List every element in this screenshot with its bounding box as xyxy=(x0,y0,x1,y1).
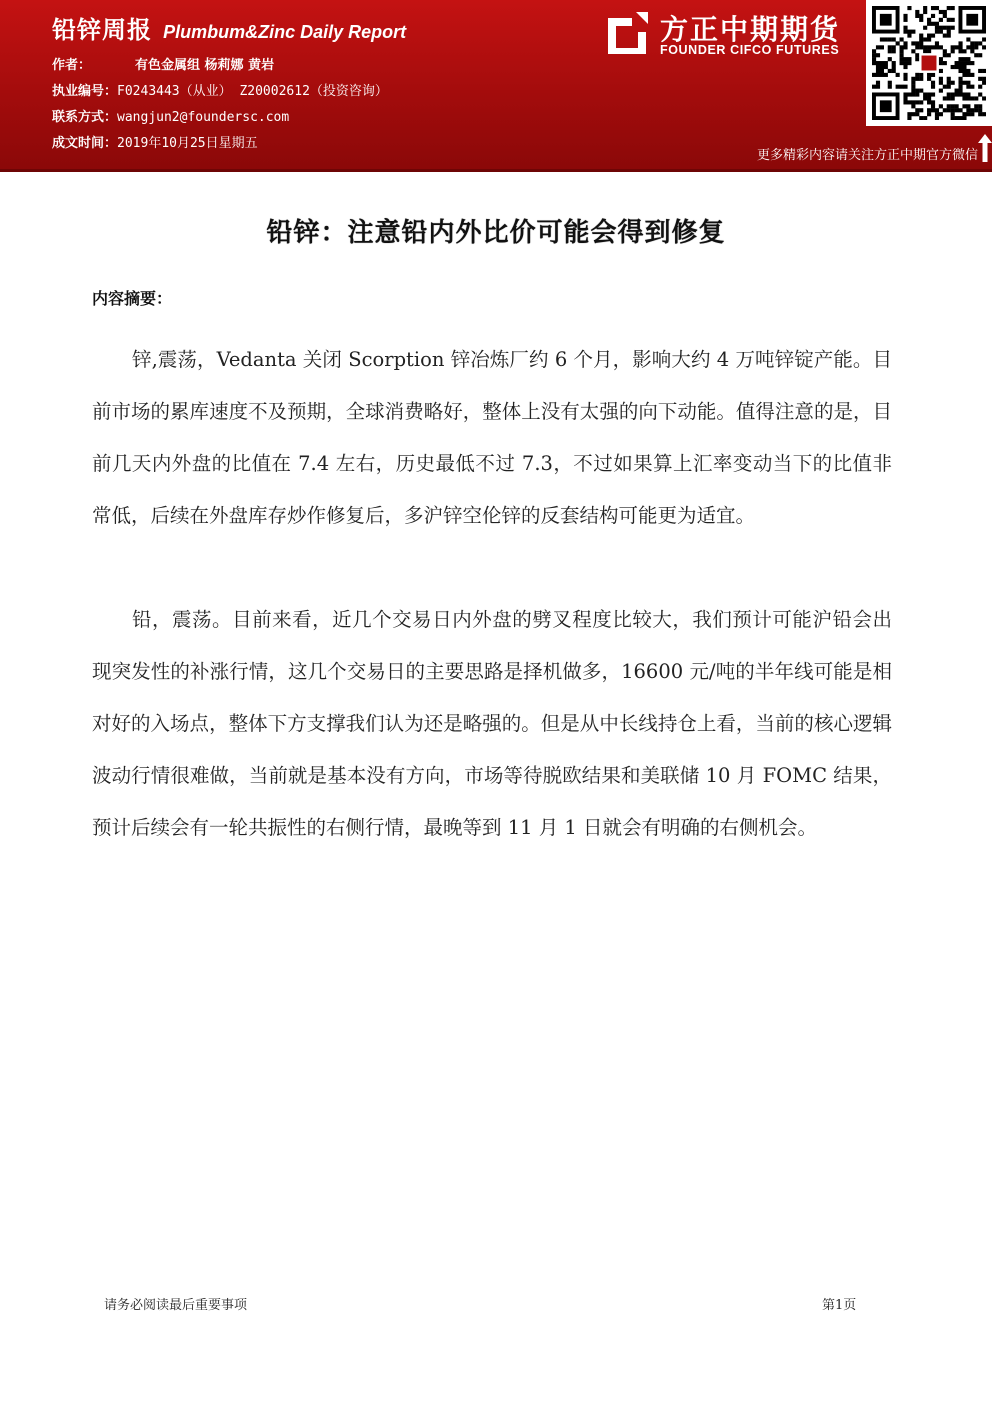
wechat-qr-code xyxy=(866,0,992,126)
logo-text-cn: 方正中期期货 xyxy=(660,13,841,46)
license-row xyxy=(52,80,388,99)
report-title-en: Plumbum&Zinc Daily Report xyxy=(163,22,407,42)
license-label: 执业编号： xyxy=(52,84,118,99)
report-header xyxy=(0,0,992,172)
author-label: 作者： xyxy=(52,58,92,73)
paragraph-lead: 铅，震荡。目前来看，近几个交易日内外盘的劈叉程度比较大，我们预计可能沪铅会出现突发性的补涨行情，这几个交易日的主要思路是择机做多，16600 元/吨的半年线可能是相对好的入场点，整体下方支撑我们认为还是略强的。但是从中长线持仓上看，当前的核心逻辑波动行情很难做，当前就是基本没有方向，市场等待脱欧结果和美联储 10 月 FOMC 结果，预计后续会有一轮共振性的右侧行情，最晚等到 11 月 1 日就会有明确的右侧机会。 xyxy=(92,608,892,839)
summary-label: 内容摘要： xyxy=(92,289,173,308)
follow-wechat-text: 更多精彩内容请关注方正中期官方微信 xyxy=(756,148,978,163)
footer-notice: 请务必阅读最后重要事项 xyxy=(104,1298,248,1313)
author-value: 有色金属组 杨莉娜 黄岩 xyxy=(135,58,275,73)
license-value: F0243443（从业） Z20002612（投资咨询） xyxy=(117,84,388,99)
company-logo xyxy=(604,8,864,60)
date-row xyxy=(52,132,258,151)
up-arrow-icon xyxy=(978,134,992,162)
contact-label: 联系方式： xyxy=(52,110,118,125)
contact-row xyxy=(52,106,289,125)
author-row xyxy=(52,54,274,73)
report-title xyxy=(52,10,406,45)
header-divider xyxy=(0,169,992,172)
date-label: 成文时间： xyxy=(52,136,118,151)
logo-text-en: FOUNDER CIFCO FUTURES xyxy=(660,43,840,57)
contact-email[interactable]: wangjun2@foundersc.com xyxy=(117,110,290,125)
date-value: 2019年10月25日星期五 xyxy=(117,136,258,151)
report-title-cn: 铅锌周报 xyxy=(52,16,152,44)
article-title: 铅锌：注意铅内外比价可能会得到修复 xyxy=(266,218,726,248)
paragraph-zinc: 锌,震荡，Vedanta 关闭 Scorption 锌冶炼厂约 6 个月，影响大约 4 万吨锌锭产能。目前市场的累库速度不及预期，全球消费略好，整体上没有太强的向下动能。值得注意的是，目前几天内外盘的比值在 7.4 左右，历史最低不过 7.3，不过如果算上汇率变动当下的比值非常低，后续在外盘库存炒作修复后，多沪锌空伦锌的反套结构可能更为适宜。 xyxy=(92,348,892,527)
page-number: 第1页 xyxy=(822,1298,857,1313)
logo-mark-icon xyxy=(604,10,650,56)
